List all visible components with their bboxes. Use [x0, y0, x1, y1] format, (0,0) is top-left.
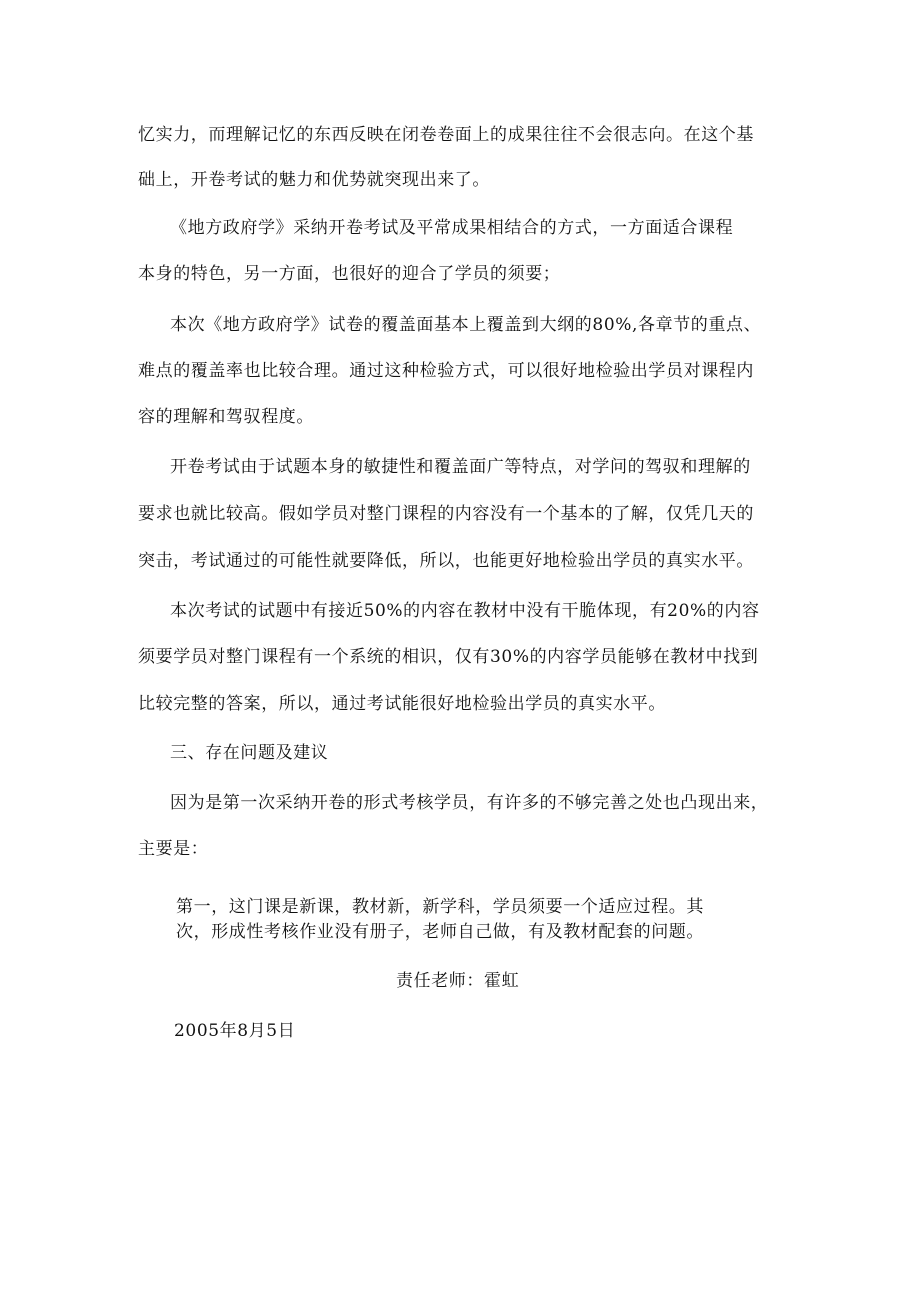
body-text-line: 第一，这门课是新课，教材新，新学科，学员须要一个适应过程。其 — [176, 897, 704, 917]
body-text-line: 因为是第一次采纳开卷的形式考核学员，有许多的不够完善之处也凸现出来， — [170, 793, 769, 813]
body-text-line: 要求也就比较高。假如学员对整门课程的内容没有一个基本的了解，仅凭几天的 — [138, 504, 754, 524]
date-line: 2005年8月5日 — [174, 1021, 296, 1041]
body-text-line: 容的理解和驾驭程度。 — [138, 407, 314, 427]
body-text-line: 本次《地方政府学》试卷的覆盖面基本上覆盖到大纲的80%,各章节的重点、 — [170, 315, 762, 335]
body-text-line: 本身的特色，另一方面，也很好的迎合了学员的须要； — [138, 264, 561, 284]
body-text-line: 比较完整的答案，所以，通过考试能很好地检验出学员的真实水平。 — [138, 694, 666, 714]
body-text-line: 《地方政府学》采纳开卷考试及平常成果相结合的方式，一方面适合课程 — [170, 218, 734, 238]
body-text-line: 突击，考试通过的可能性就要降低，所以，也能更好地检验出学员的真实水平。 — [138, 551, 754, 571]
body-text-line: 忆实力，而理解记忆的东西反映在闭卷卷面上的成果往往不会很志向。在这个基 — [138, 125, 754, 145]
body-text-line: 开卷考试由于试题本身的敏捷性和覆盖面广等特点，对学问的驾驭和理解的 — [170, 457, 751, 477]
body-text-line: 须要学员对整门课程有一个系统的相识，仅有30%的内容学员能够在教材中找到 — [138, 647, 759, 667]
body-text-line: 本次考试的试题中有接近50%的内容在教材中没有干脆体现，有20%的内容 — [170, 601, 760, 621]
section-heading: 三、存在问题及建议 — [170, 743, 329, 763]
body-text-line: 础上，开卷考试的魅力和优势就突现出来了。 — [138, 170, 490, 190]
signature-line: 责任老师：霍虹 — [396, 971, 520, 991]
body-text-line: 次，形成性考核作业没有册子，老师自己做，有及教材配套的问题。 — [176, 922, 704, 942]
body-text-line: 难点的覆盖率也比较合理。通过这种检验方式，可以很好地检验出学员对课程内 — [138, 361, 754, 381]
body-text-line: 主要是： — [138, 839, 209, 859]
